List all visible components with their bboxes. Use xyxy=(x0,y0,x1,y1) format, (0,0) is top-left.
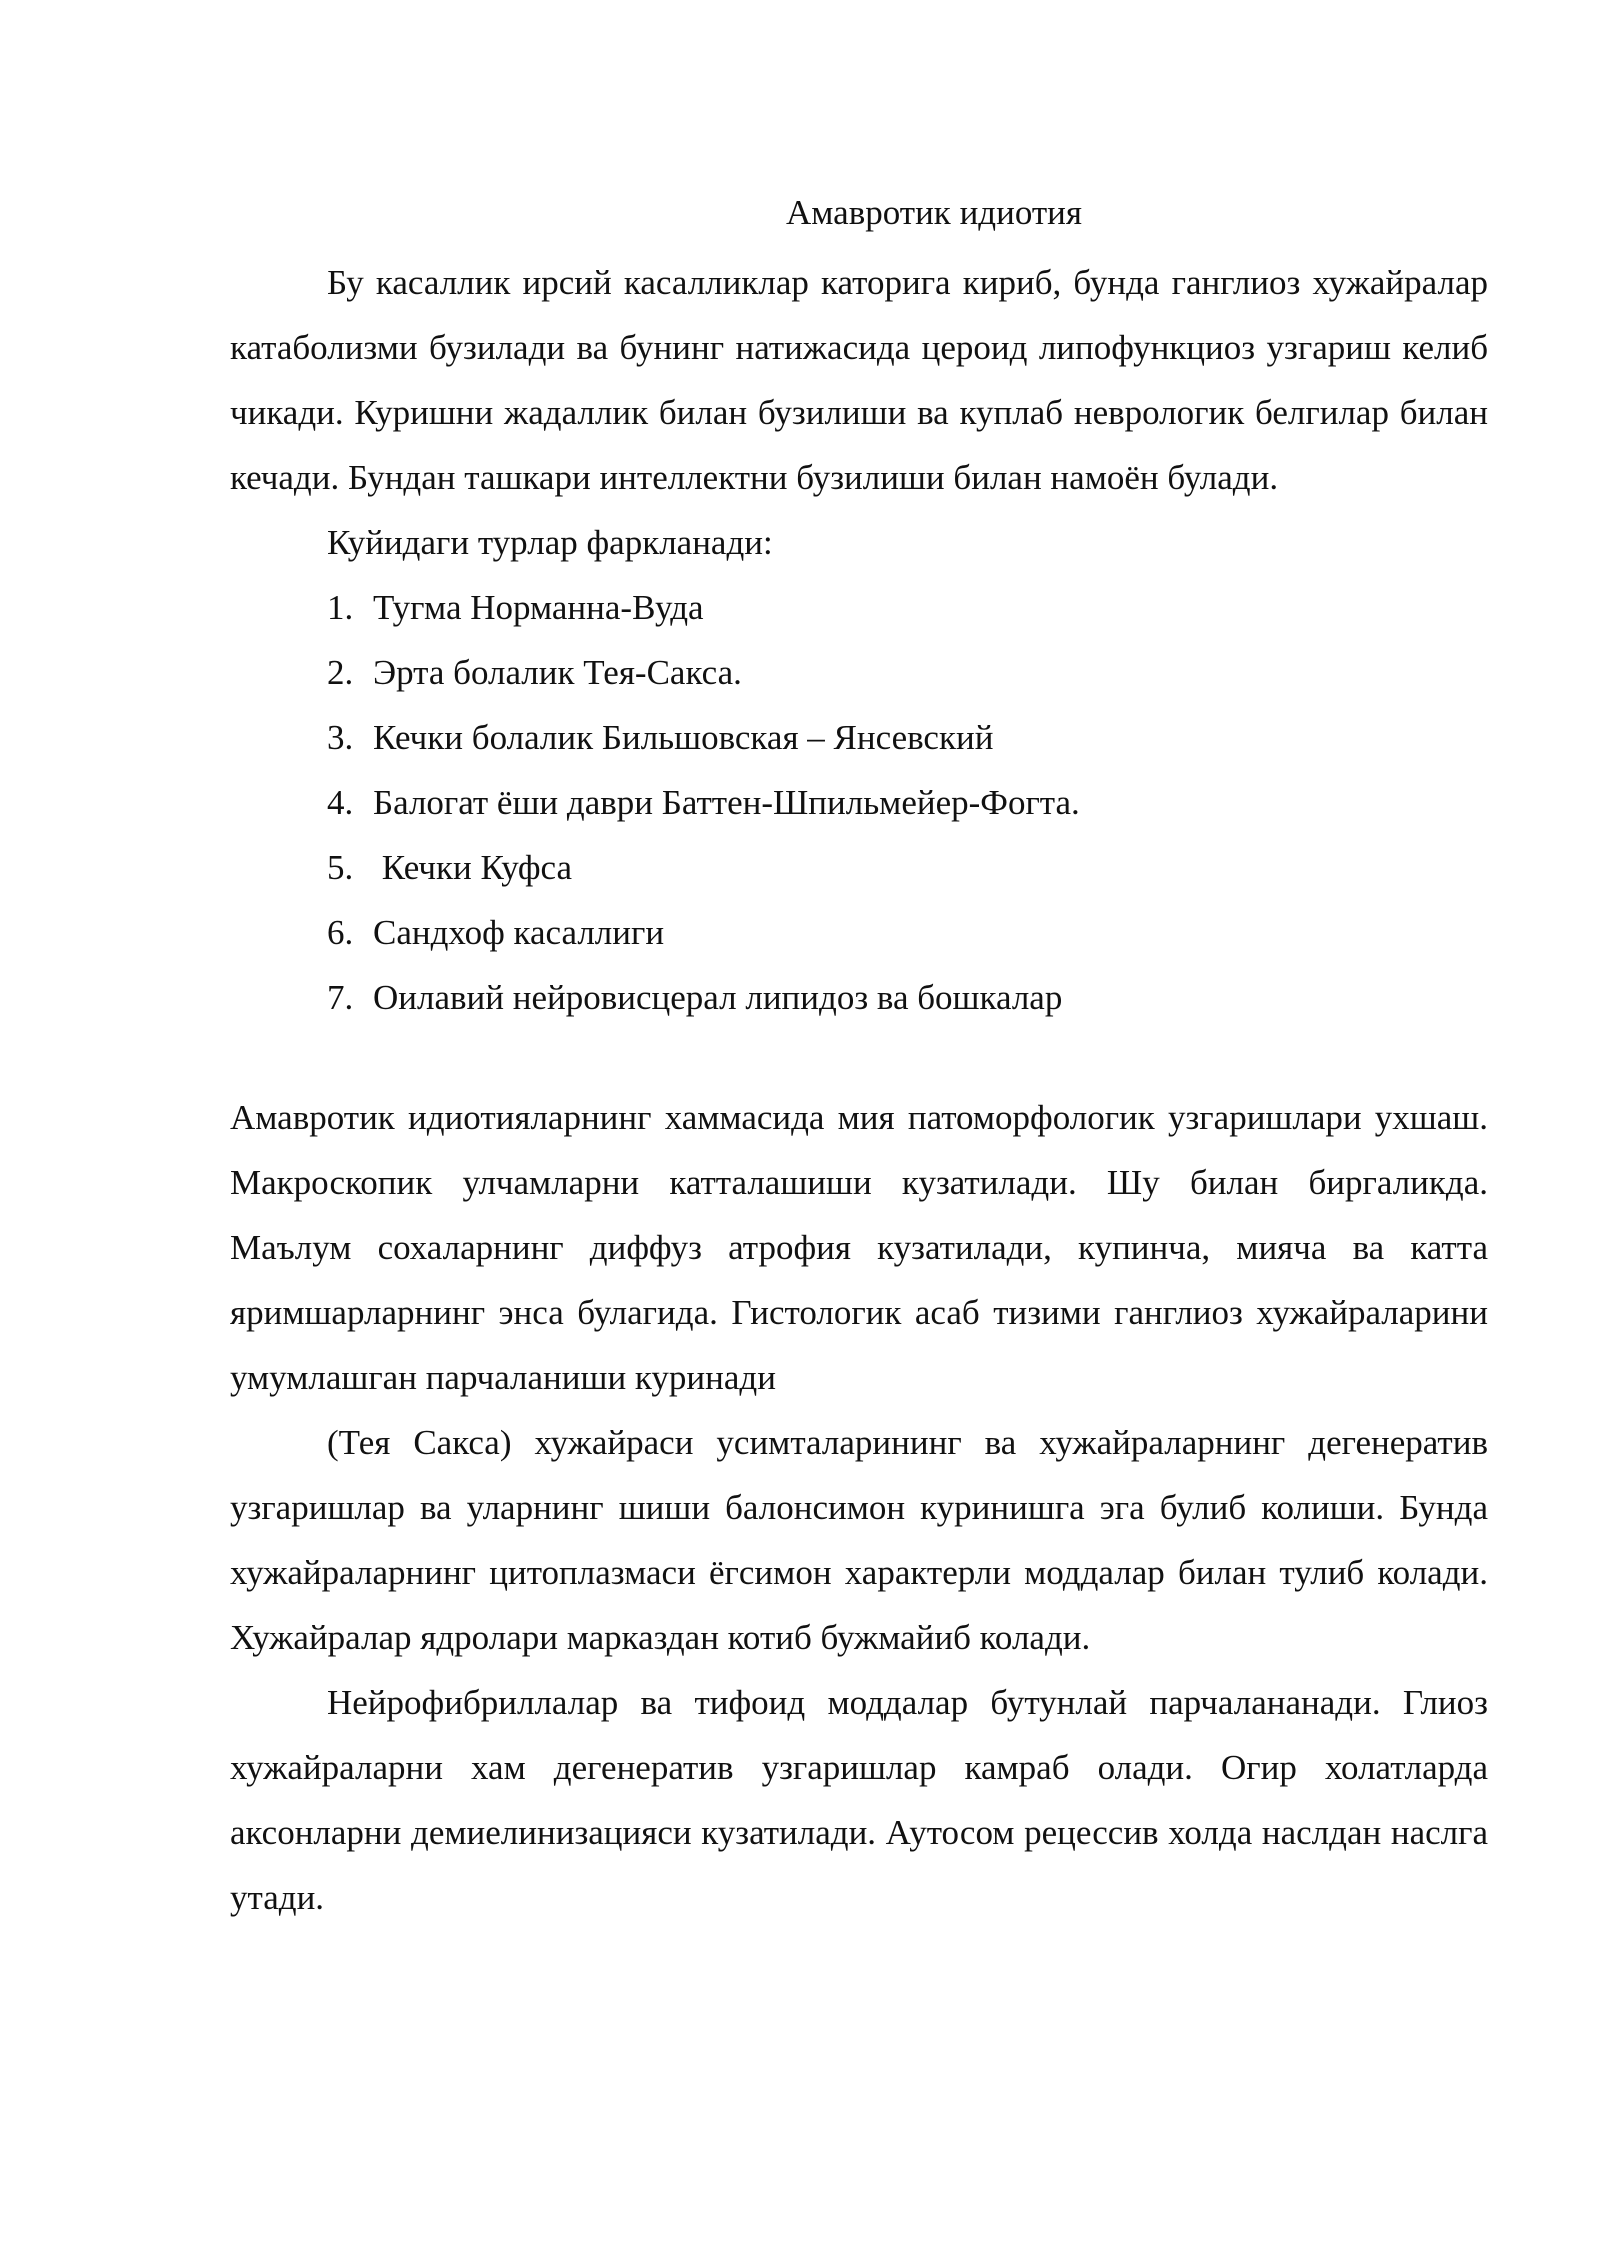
list-item-number: 6. xyxy=(327,913,354,952)
list-item xyxy=(230,640,1488,705)
list-item xyxy=(230,965,1488,1030)
list-item xyxy=(230,770,1488,835)
list-item-text: Сандхоф касаллиги xyxy=(373,913,665,952)
paragraph-intro: Бу касаллик ирсий касалликлар каторига кириб, бунда ганглиоз хужайралар катаболизми бузилади ва бунинг натижасида цероид липофункциоз узгариш келиб чикади. Куришни жадаллик билан бузилиши ва куплаб неврологик белгилар билан кечади. Бундан ташкари интеллектни бузилиши билан намоён булади. xyxy=(230,263,1488,497)
document-body xyxy=(230,185,1488,1930)
list-item xyxy=(230,705,1488,770)
list-item xyxy=(230,835,1488,900)
list-item-text: Оилавий нейровисцерал липидоз ва бошкалар xyxy=(373,978,1063,1017)
list-item-text: Эрта болалик Тея-Сакса. xyxy=(373,653,742,692)
list-item-number: 3. xyxy=(327,718,354,757)
paragraph-pathomorphology: Амавротик идиотияларнинг хаммасида мия патоморфологик узгаришлари ухшаш. Макроскопик улчамларни катталашиши кузатилади. Шу билан биргаликда. Маълум сохаларнинг диффуз атрофия кузатилади, купинча, мияча ва катта яримшарларнинг энса булагида. Гистологик асаб тизими ганглиоз хужайраларини умумлашган парчаланиши куринади xyxy=(230,1098,1488,1397)
types-list xyxy=(230,575,1488,1030)
paragraph-cells: (Тея Сакса) хужайраси усимталарининг ва хужайраларнинг дегенератив узгаришлар ва уларнинг шиши балонсимон куринишга эга булиб колиши. Бунда хужайраларнинг цитоплазмаси ёгсимон характерли моддалар билан тулиб колади. Хужайралар ядролари марказдан котиб бужмайиб колади. xyxy=(230,1423,1488,1657)
list-item-number: 5. xyxy=(327,848,354,887)
list-item-number: 4. xyxy=(327,783,354,822)
list-item-text: Тугма Норманна-Вуда xyxy=(373,588,704,627)
list-item xyxy=(230,575,1488,640)
list-item-text: Кечки Куфса xyxy=(373,848,573,887)
list-item-text: Балогат ёши даври Баттен-Шпильмейер-Фогта. xyxy=(373,783,1080,822)
document-title: Амавротик идиотия xyxy=(786,193,1082,232)
list-item-text: Кечки болалик Бильшовская – Янсевский xyxy=(373,718,994,757)
list-item-number: 2. xyxy=(327,653,354,692)
list-item xyxy=(230,900,1488,965)
list-intro: Куйидаги турлар фаркланади: xyxy=(327,523,773,562)
list-item-number: 7. xyxy=(327,978,354,1017)
paragraph-neurofibrils: Нейрофибриллалар ва тифоид моддалар бутунлай парчалананади. Глиоз хужайраларни хам дегенератив узгаришлар камраб олади. Огир холатларда аксонларни демиелинизацияси кузатилади. Аутосом рецессив холда наслдан наслга утади. xyxy=(230,1683,1488,1917)
list-item-number: 1. xyxy=(327,588,354,627)
